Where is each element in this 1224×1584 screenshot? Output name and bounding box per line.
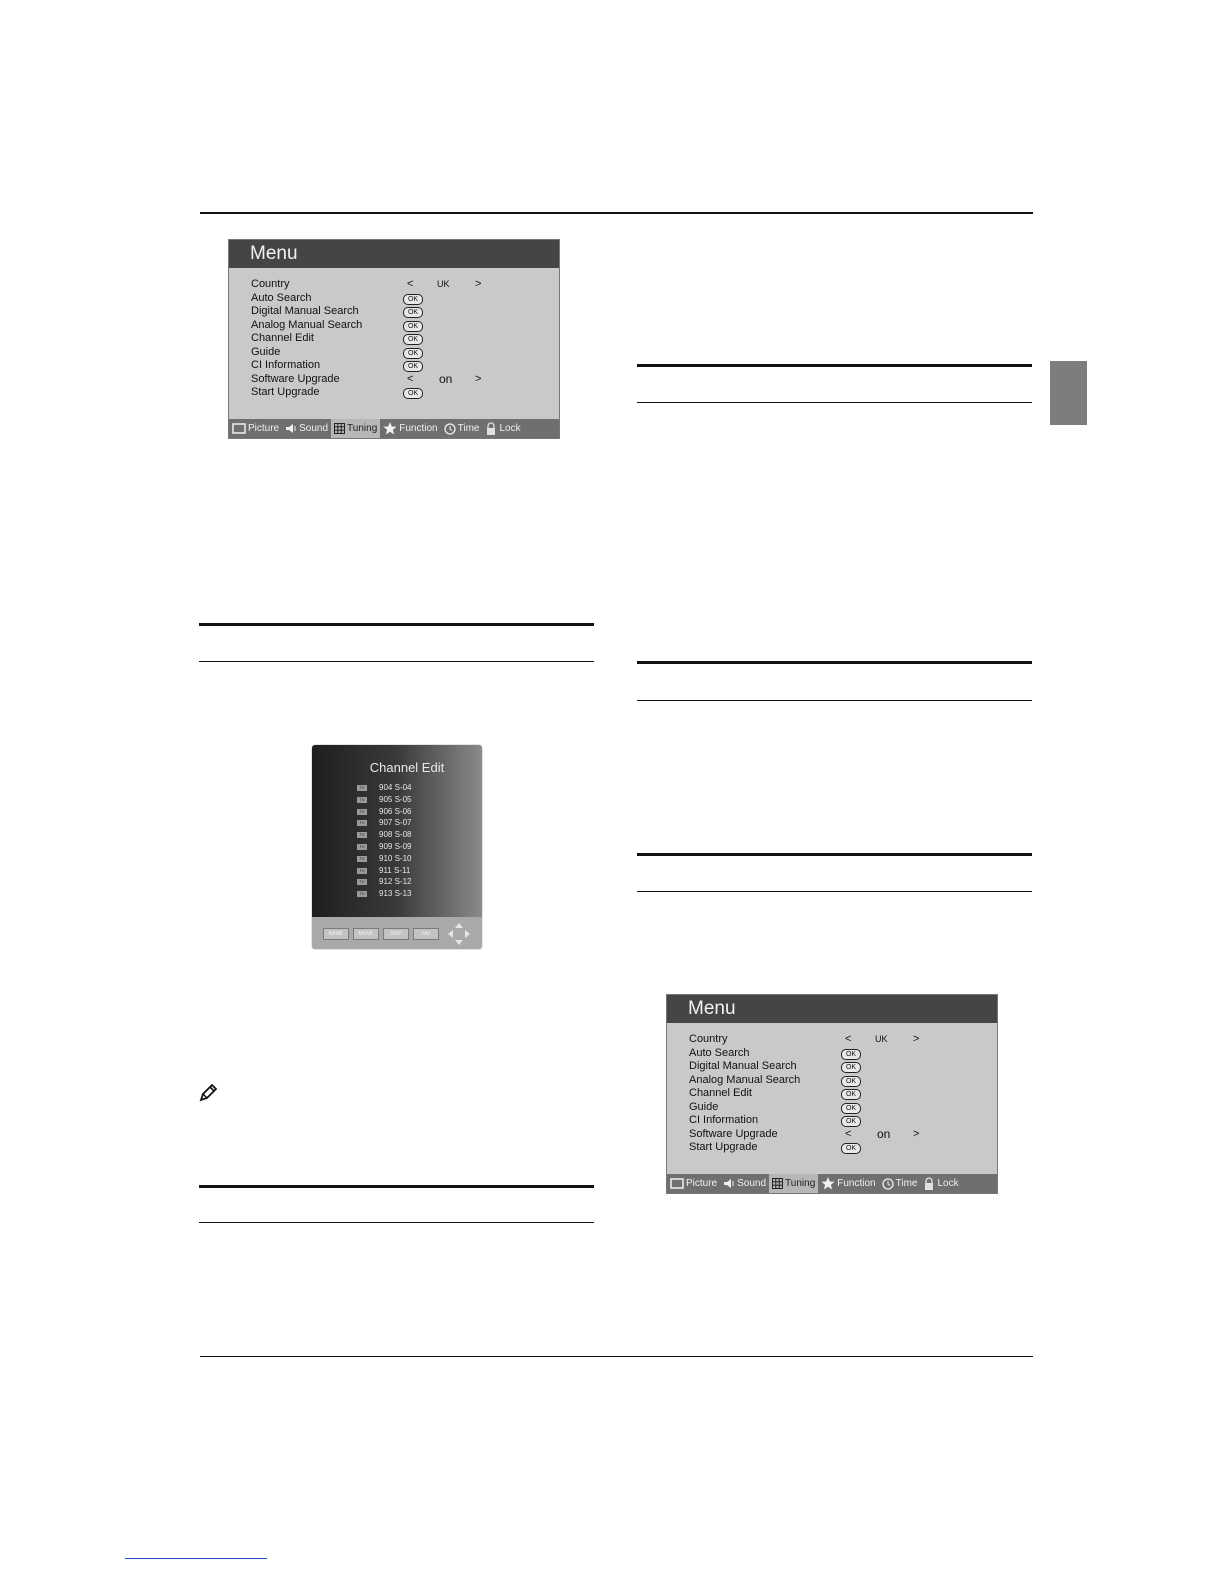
tv-icon: TV (357, 844, 367, 850)
section-rule-thin (199, 1222, 594, 1223)
section-rule-thick (199, 1185, 594, 1188)
section-rule-thick (637, 661, 1032, 664)
menu-item-analog-manual-search[interactable]: Analog Manual Search OK (689, 1074, 989, 1088)
tv-icon: TV (357, 809, 367, 815)
right-arrow-icon[interactable]: > (913, 1127, 920, 1140)
tab-lock[interactable]: Lock (920, 1174, 961, 1193)
left-arrow-icon[interactable]: < (407, 372, 414, 385)
tab-function[interactable]: Function (818, 1174, 878, 1193)
menu-item-start-upgrade[interactable]: Start Upgrade OK (689, 1141, 989, 1155)
ok-button[interactable]: OK (841, 1143, 861, 1154)
star-icon (821, 1177, 835, 1190)
section-rule-thick (637, 364, 1032, 367)
menu-item-digital-manual-search[interactable]: Digital Manual Search OK (251, 305, 551, 319)
tv-icon (670, 1178, 684, 1189)
ok-button[interactable]: OK (403, 321, 423, 332)
section-rule-thin (637, 700, 1032, 701)
tab-time[interactable]: Time (879, 1174, 921, 1193)
menu-item-country[interactable]: Country < UK > (689, 1033, 920, 1045)
right-arrow-icon[interactable]: > (475, 372, 482, 385)
tab-tuning[interactable]: Tuning (331, 419, 380, 438)
tuning-menu-screenshot-bottom (666, 994, 998, 1194)
menu-item-analog-manual-search[interactable]: Analog Manual Search OK (251, 319, 551, 333)
grid-icon (334, 423, 345, 434)
section-rule-thin (637, 402, 1032, 403)
menu-title: Menu (667, 995, 997, 1023)
chapter-tab-marker (1050, 361, 1087, 425)
tuning-menu-screenshot-top (228, 239, 560, 439)
section-rule-thin (637, 891, 1032, 892)
clock-icon (444, 423, 456, 435)
left-arrow-icon[interactable]: < (845, 1127, 852, 1140)
menu-item-software-upgrade[interactable]: Software Upgrade < on > (251, 371, 482, 386)
tv-icon (232, 423, 246, 434)
section-rule-thin (199, 661, 594, 662)
menu-title: Menu (229, 240, 559, 268)
ok-button[interactable]: OK (841, 1103, 861, 1114)
dpad-icon[interactable] (446, 921, 472, 947)
grid-icon (772, 1178, 783, 1189)
skip-button[interactable]: SKIP (383, 928, 409, 940)
ok-button[interactable]: OK (403, 307, 423, 318)
menu-item-channel-edit[interactable]: Channel Edit OK (251, 332, 551, 346)
right-arrow-icon[interactable]: > (475, 278, 482, 290)
tab-sound[interactable]: Sound (720, 1174, 769, 1193)
move-button[interactable]: MOVE (353, 928, 379, 940)
ok-button[interactable]: OK (403, 361, 423, 372)
tab-lock[interactable]: Lock (482, 419, 523, 438)
channel-edit-screenshot (312, 745, 482, 949)
ok-button[interactable]: OK (841, 1116, 861, 1127)
footer-rule (200, 1356, 1033, 1357)
ok-button[interactable]: OK (403, 294, 423, 305)
tv-icon: TV (357, 879, 367, 885)
ok-button[interactable]: OK (403, 334, 423, 345)
fav-button[interactable]: FAV (413, 928, 439, 940)
menu-item-channel-edit[interactable]: Channel Edit OK (689, 1087, 989, 1101)
ok-button[interactable]: OK (841, 1076, 861, 1087)
menu-item-auto-search[interactable]: Auto Search OK (689, 1047, 989, 1061)
ok-button[interactable]: OK (403, 388, 423, 399)
channel-edit-title: Channel Edit (369, 760, 445, 775)
menu-item-guide[interactable]: Guide OK (251, 346, 551, 360)
menu-item-ci-information[interactable]: CI Information OK (251, 359, 551, 373)
ok-button[interactable]: OK (841, 1049, 861, 1060)
tv-icon: TV (357, 797, 367, 803)
tv-icon: TV (357, 868, 367, 874)
menu-item-guide[interactable]: Guide OK (689, 1101, 989, 1115)
footer-link-underline (125, 1558, 267, 1559)
star-icon (383, 422, 397, 435)
tv-icon: TV (357, 820, 367, 826)
channel-edit-body: Channel Edit TV 904 S-04 TV 905 S-05 TV 906 S-06 TV 907 S-07 TV 908 S-08 TV 909 S-09 TV 910 S-10 TV 911 S-11 TV 912 S-12 TV 913 S-13 (312, 745, 482, 917)
menu-item-ci-information[interactable]: CI Information OK (689, 1114, 989, 1128)
left-arrow-icon[interactable]: < (845, 1033, 852, 1045)
channel-edit-footer (312, 917, 482, 949)
speaker-icon (285, 423, 297, 434)
country-value: UK (437, 279, 450, 289)
pencil-note-icon (198, 1083, 218, 1103)
section-rule-thick (637, 853, 1032, 856)
lock-icon (923, 1177, 935, 1190)
ok-button[interactable]: OK (841, 1089, 861, 1100)
speaker-icon (723, 1178, 735, 1189)
lock-icon (485, 422, 497, 435)
menu-tab-bar (667, 1174, 997, 1193)
right-arrow-icon[interactable]: > (913, 1033, 920, 1045)
menu-tab-bar (229, 419, 559, 438)
name-button[interactable]: NAME (323, 928, 349, 940)
country-value: UK (875, 1034, 888, 1044)
software-upgrade-value: on (877, 1126, 891, 1141)
menu-item-software-upgrade[interactable]: Software Upgrade < on > (689, 1126, 920, 1141)
software-upgrade-value: on (439, 371, 453, 386)
tv-icon: TV (357, 891, 367, 897)
menu-item-country[interactable]: Country < UK > (251, 278, 482, 290)
header-rule (200, 212, 1033, 214)
section-rule-thick (199, 623, 594, 626)
clock-icon (882, 1178, 894, 1190)
menu-item-auto-search[interactable]: Auto Search OK (251, 292, 551, 306)
tab-function[interactable]: Function (380, 419, 440, 438)
ok-button[interactable]: OK (403, 348, 423, 359)
tv-icon: TV (357, 785, 367, 791)
tab-picture[interactable]: Picture (229, 419, 282, 438)
menu-item-digital-manual-search[interactable]: Digital Manual Search OK (689, 1060, 989, 1074)
menu-items (251, 278, 551, 400)
tv-icon: TV (357, 832, 367, 838)
tv-icon: TV (357, 856, 367, 862)
menu-items (689, 1033, 989, 1155)
left-arrow-icon[interactable]: < (407, 278, 414, 290)
menu-item-start-upgrade[interactable]: Start Upgrade OK (251, 386, 551, 400)
tab-picture[interactable]: Picture (667, 1174, 720, 1193)
ok-button[interactable]: OK (841, 1062, 861, 1073)
tab-sound[interactable]: Sound (282, 419, 331, 438)
tab-time[interactable]: Time (441, 419, 483, 438)
tab-tuning[interactable]: Tuning (769, 1174, 818, 1193)
